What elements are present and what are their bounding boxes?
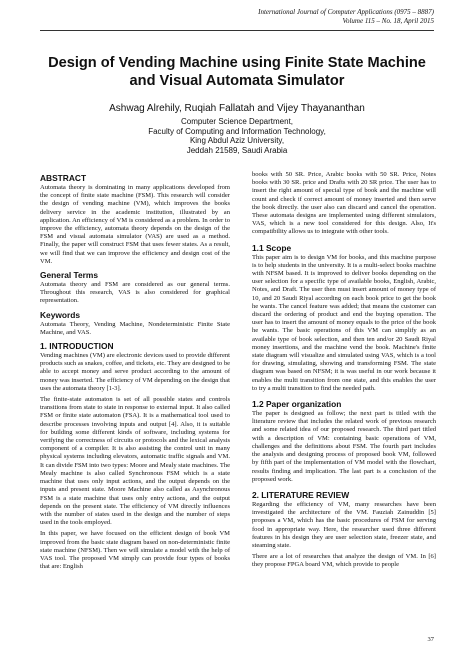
title-line-2: and Visual Automata Simulator [129, 73, 345, 89]
affiliation [40, 117, 434, 155]
introduction-heading: 1. INTRODUCTION [40, 341, 114, 352]
header-rule [40, 30, 434, 31]
literature-review-heading: 2. LITERATURE REVIEW [252, 489, 350, 500]
paper-organization-heading: 1.2 Paper organization [252, 399, 342, 410]
affiliation-line: Computer Science Department, [180, 117, 294, 126]
abstract-text: Automata theory is dominating in many applications developed from the concept of finite state machine (FSM). This research will consider the design of vending machine (VM), which improves the books delivery service in the academic institution, illustrated by an application. An efficiency of VM is considered as a problem. In order to improve the efficiency, automata theory depends on the design of the FSM and visual automata simulator (VAS) are used as a method. Finally, the paper will construct FSM that uses fewer states. As a result, we will find that we can improve the efficiency and design cost of the VM. [40, 184, 230, 265]
scope-paragraph: This paper aim is to design VM for books, and this machine purpose is to help students in the university. It is a multi-select books machine with NFSM based. It is improved to deliver books depending on the user selection for a specific type of available books, English, Arabic, Notes, and Draft. The user then must insert amount of money type of 10, and 20 Saudi Riyal according on each book price to get the book he wants. The cancel feature was added; that means the customer can discard the ordering of product and end the buying operation. The user has to insert the amount of money equals to the price of the book he wants. The basic operations of this VM can simplify as an available type of book selection, and then ten and/or 20 Saudi Riyal money insertions, and the machine vend the book. Machine's finite state diagram will visualize and simulated using VAS, which is a tool for drawing, simulating, showing and transforming FSM. The state diagram was based on NFSM; it is was useful in our work because it enables the multi transition from one state, and this enables the user to try a multi transition to find the needed path. [252, 253, 436, 392]
introduction-paragraph: The finite-state automaton is set of all possible states and controls transitions from state to state in response to external input. It also called FSM or finite state automaton (FSA). It is a mathematical tool used to describe processes involving inputs and output [4]. Also, it is suitable for building some different kinds of software, including systems for verifying the correctness of circuits or protocols and the lexical analysis component of a compiler. It is also assisting the control unit in many physical systems including elevators, automatic traffic signals and VM. It can divide FSM into two types: Moore and Mealy state machines. The Mealy machine is also called Synchronous FSM which is a state machine that uses only input actions, and the output depends on the inputs and present state. Moore Machine also called as Asynchronous FSM is a state machine that uses only entry actions, and the output depends on the present state. The efficiency of VM directly influences with the number of states used in the design and the number of steps used in the tools employed. [40, 396, 230, 527]
title-line-1: Design of Vending Machine using Finite State Machine [48, 55, 426, 71]
affiliation-line: Faculty of Computing and Information Technology, [148, 126, 326, 136]
journal-name: International Journal of Computer Applications (0975 – 8887) [258, 8, 434, 16]
journal-header [134, 8, 434, 26]
literature-review-paragraph: Regarding the efficiency of VM, many researches have been investigated the architecture of the VM. Fauziah Zainuddin [5] proposes a VM, which has the basic procedures of FSM for serving food in appropriate way. Here, the researcher used three different features in his design they are user selection state, freezer state, and steaming state. [252, 500, 436, 549]
page-number: 37 [427, 636, 434, 643]
authors: Ashwag Alrehily, Ruqiah Fallatah and Vijey Thayananthan [109, 103, 365, 114]
affiliation-line: Jeddah 21589, Saudi Arabia [186, 145, 288, 155]
scope-heading: 1.1 Scope [252, 242, 292, 253]
abstract-heading: ABSTRACT [40, 173, 87, 183]
literature-review-paragraph: There are a lot of researches that analyze the design of VM. In [6] they propose FPGA board VM, which provide to people [252, 553, 436, 569]
paper-title [40, 54, 434, 90]
keywords-text: Automata Theory, Vending Machine, Nondeterministic Finite State Machine, and VAS. [40, 320, 230, 336]
left-column [40, 173, 230, 571]
general-terms-heading: General Terms [40, 270, 99, 281]
keywords-heading: Keywords [40, 309, 81, 320]
right-column [252, 171, 436, 570]
introduction-continued: books with 50 SR. Price, Arabic books with 50 SR. Price, Notes books with 30 SR. price and Drafts with 20 SR price. The user has to insert the right amount of special type of book and the machine will count and check if correct amount of money inserted and then serve the book directly. the user also can discard and cancel the operation. These automata designs are implemented using different simulators, VAS, which is a new tool considered for this design. Also, It's compatibility allows us to integrate with other tools. [252, 171, 436, 236]
paper-organization-paragraph: The paper is designed as follow; the next part is titled with the literature review that includes the related work of previous research and some related idea of our proposed research. The third part titled with a description of VM: containing basic operations of VM, challenges and the definitions about FSM. The fourth part includes the analysis and designing process of proposed book VM, followed by fifth part of the implementation of VM model with the flowchart, results finding and implication. The last part is a conclusion of the proposed work. [252, 410, 436, 483]
affiliation-line: King Abdul Aziz University, [189, 136, 285, 146]
journal-volume: Volume 115 – No. 18, April 2015 [342, 17, 434, 25]
introduction-paragraph: Vending machines (VM) are electronic devices used to provide different products such as snakes, coffee, and tickets, etc. They are designed to be able to accept money and serve product according to the amount of money was inserted. The efficiency of VM depending on the design that uses the automata theory [1-3]. [40, 352, 230, 392]
introduction-paragraph: In this paper, we have focused on the efficient design of book VM improved from the basic state diagram based on non-deterministic finite state machine (NFSM). Then we will simulate a model with the help of VAS tool. The proposed VM simply can provide four types of books that are: English [40, 530, 230, 571]
general-terms-text: Automata theory and FSM are considered as our general terms. Throughout this research, VAS is also considered for graphical representation. [40, 281, 230, 305]
